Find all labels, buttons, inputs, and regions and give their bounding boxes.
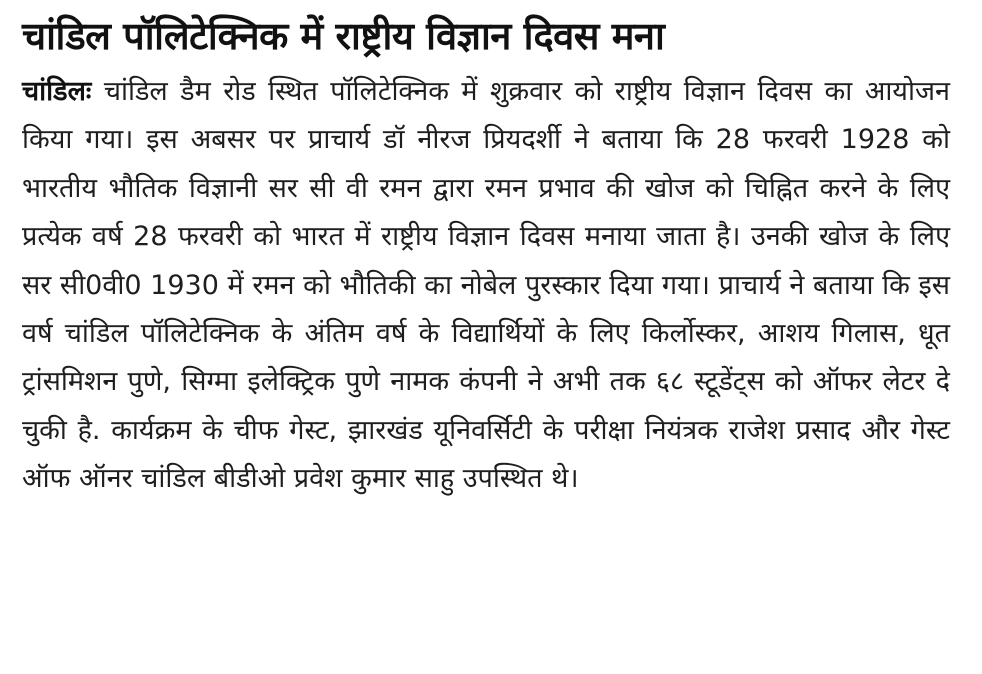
article-body bbox=[22, 68, 950, 504]
article-headline: चांडिल पॉलिटेक्निक में राष्ट्रीय विज्ञान दिवस मना bbox=[22, 14, 665, 58]
article-body-text: चांडिल डैम रोड स्थित पॉलिटेक्निक में शुक्रवार को राष्ट्रीय विज्ञान दिवस का आयोजन किया गया। इस अबसर पर प्राचार्य डॉ नीरज प्रियदर्शी ने बताया कि 28 फरवरी 1928 को भारतीय भौतिक विज्ञानी सर सी वी रमन द्वारा रमन प्रभाव की खोज को चिह्नित करने के लिए प्रत्येक वर्ष 28 फरवरी को भारत में राष्ट्रीय विज्ञान दिवस मनाया जाता है। उनकी खोज के लिए सर सी0वी0 1930 में रमन को भौतिकी का नोबेल पुरस्कार दिया गया। प्राचार्य ने बताया कि इस वर्ष चांडिल पॉलिटेक्निक के अंतिम वर्ष के विद्यार्थियों के लिए किर्लोस्कर, आशय गिलास, धूत ट्रांसमिशन पुणे, सिग्मा इलेक्ट्रिक पुणे नामक कंपनी ने अभी तक ६८ स्टूडेंट्स को ऑफर लेटर दे चुकी है. कार्यक्रम के चीफ गेस्ट, झारखंड यूनिवर्सिटी के परीक्षा नियंत्रक राजेश प्रसाद और गेस्ट ऑफ ऑनर चांडिल बीडीओ प्रवेश कुमार साहु उपस्थित थे। bbox=[22, 76, 950, 495]
news-article bbox=[22, 8, 950, 504]
article-dateline: चांडिलः bbox=[22, 76, 92, 107]
